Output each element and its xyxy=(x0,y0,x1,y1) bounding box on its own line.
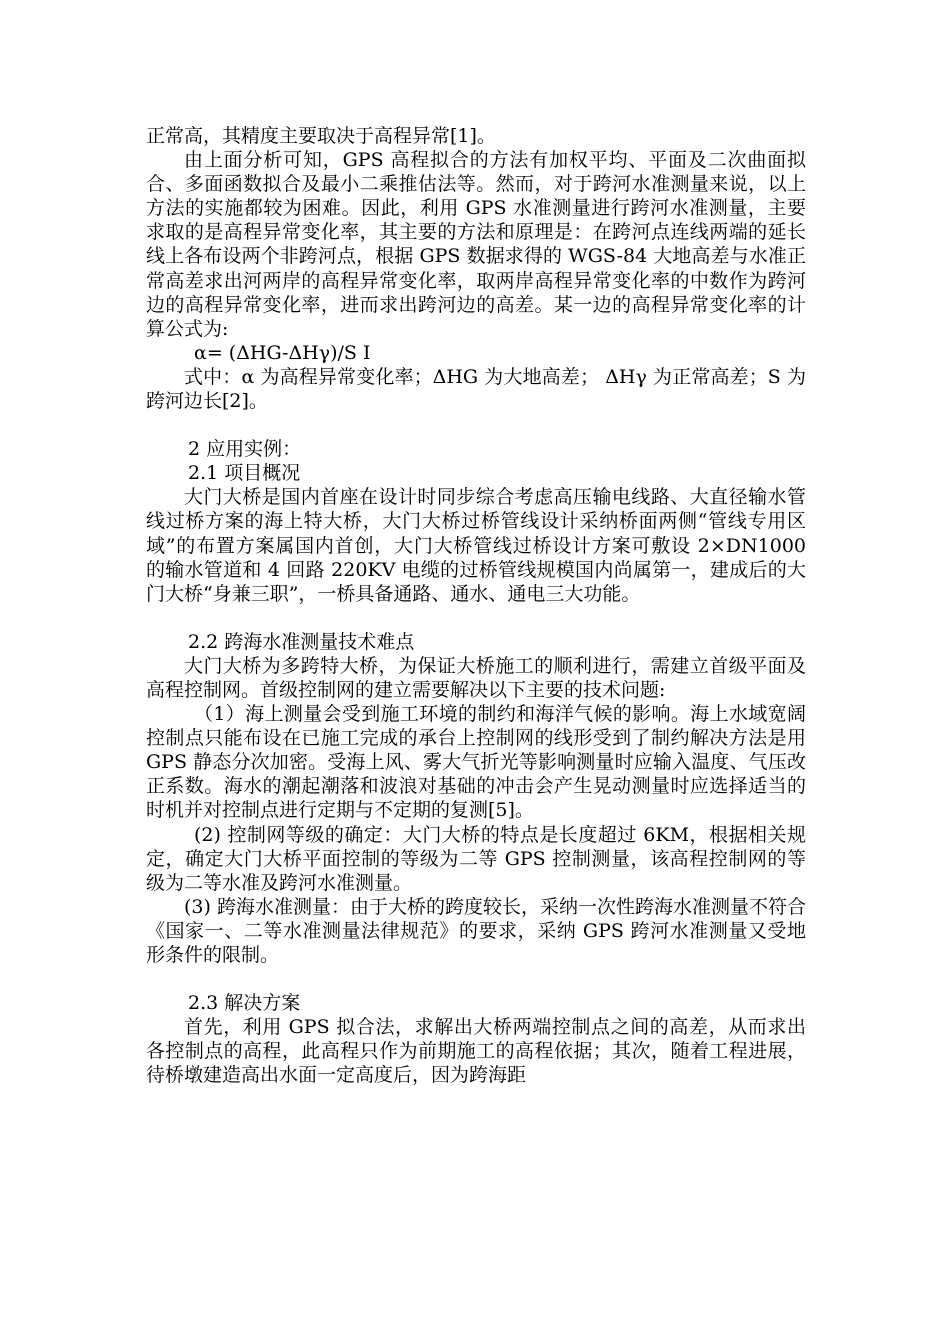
document-page xyxy=(146,124,806,1087)
paragraph-gps-fitting-methods: 由上面分析可知，GPS 高程拟合的方法有加权平均、平面及二次曲面拟合、多面函数拟合及最小二乘推估法等。然而，对于跨河水准测量来说，以上方法的实施都较为困难。因此，利用 GPS 水准测量进行跨河水准测量，主要求取的是高程异常变化率，其主要的方法和原理是：在跨河点连线两端的延长线上各布设两个非跨河点，根据 GPS 数据求得的 WGS-84 大地高差与水准正常高差求出河两岸的高程异常变化率，取两岸高程异常变化率的中数作为跨河边的高程异常变化率，进而求出跨河边的高差。某一边的高程异常变化率的计算公式为: xyxy=(146,149,806,340)
spacer xyxy=(146,606,806,630)
list-item-1: （1）海上测量会受到施工环境的制约和海洋气候的影响。海上水域宽阔控制点只能布设在已施工完成的承台上控制网的线形受到了制约解决方法是用 GPS 静态分次加密。受海上风、雾大气折光等影响测量时应输入温度、气压改正系数。海水的潮起潮落和波浪对基础的冲击会产生晃动测量时应选择适当的时机并对控制点进行定期与不定期的复测[5]。 xyxy=(146,703,806,822)
spacer xyxy=(146,967,806,991)
list-item-3: (3) 跨海水准测量：由于大桥的跨度较长，采纳一次性跨海水准测量不符合《国家一、二等水准测量法律规范》的要求，采纳 GPS 跨河水准测量又受地形条件的限制。 xyxy=(146,895,806,966)
section-heading-2: 2 应用实例： xyxy=(188,438,302,461)
section-heading-2-1: 2.1 项目概况 xyxy=(188,462,301,485)
paragraph-formula-definitions: 式中：α 为高程异常变化率；ΔHG 为大地高差； ΔHγ 为正常高差；S 为跨河边长[2]。 xyxy=(146,365,806,413)
section-heading-2-2: 2.2 跨海水准测量技术难点 xyxy=(188,630,415,653)
paragraph-continuation: 正常高，其精度主要取决于高程异常[1]。 xyxy=(146,125,496,147)
list-item-2: (2) 控制网等级的确定：大门大桥的特点是长度超过 6KM，根据相关规定，确定大门大桥平面控制的等级为二等 GPS 控制测量，该高程控制网的等级为二等水准及跨河水准测量。 xyxy=(146,823,806,894)
paragraph-project-overview: 大门大桥是国内首座在设计时同步综合考虑高压输电线路、大直径输水管线过桥方案的海上特大桥，大门大桥过桥管线设计采纳桥面两侧“管线专用区域”的布置方案属国内首创，大门大桥管线过桥设计方案可敷设 2×DN1000 的输水管道和 4 回路 220KV 电缆的过桥管线规模国内尚属第一，建成后的大门大桥“身兼三职”，一桥具备通路、通水、通电三大功能。 xyxy=(146,486,806,605)
spacer xyxy=(146,413,806,437)
paragraph-technical-difficulties: 大门大桥为多跨特大桥，为保证大桥施工的顺利进行，需建立首级平面及高程控制网。首级控制网的建立需要解决以下主要的技术问题: xyxy=(146,654,806,701)
formula-anomaly-rate: α= (ΔHG-ΔHγ)/S I xyxy=(194,341,371,364)
paragraph-solution: 首先，利用 GPS 拟合法，求解出大桥两端控制点之间的高差，从而求出各控制点的高程，此高程只作为前期施工的高程依据；其次，随着工程进展，待桥墩建造高出水面一定高度后，因为跨海距 xyxy=(146,1016,806,1087)
section-heading-2-3: 2.3 解决方案 xyxy=(188,992,301,1015)
